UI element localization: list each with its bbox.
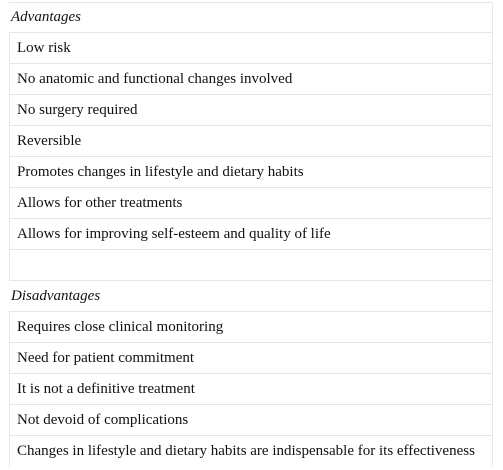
- advantages-heading: Advantages: [9, 2, 493, 33]
- disadvantage-row: It is not a definitive treatment: [9, 374, 493, 405]
- disadvantage-row: Not devoid of complications: [9, 405, 493, 436]
- advantage-row: Allows for improving self-esteem and quality of life: [9, 219, 493, 250]
- disadvantages-heading: Disadvantages: [9, 281, 493, 312]
- advantage-row: No anatomic and functional changes involved: [9, 64, 493, 95]
- advantage-row: Promotes changes in lifestyle and dietary habits: [9, 157, 493, 188]
- advantage-row: Allows for other treatments: [9, 188, 493, 219]
- advantage-row: Reversible: [9, 126, 493, 157]
- advantages-disadvantages-table: [9, 2, 493, 467]
- advantage-row: No surgery required: [9, 95, 493, 126]
- advantage-row: Low risk: [9, 33, 493, 64]
- disadvantage-row: Requires close clinical monitoring: [9, 312, 493, 343]
- spacer-row: [9, 250, 493, 281]
- disadvantage-row: Changes in lifestyle and dietary habits are indispensable for its effectiveness: [9, 436, 493, 467]
- disadvantage-row: Need for patient commitment: [9, 343, 493, 374]
